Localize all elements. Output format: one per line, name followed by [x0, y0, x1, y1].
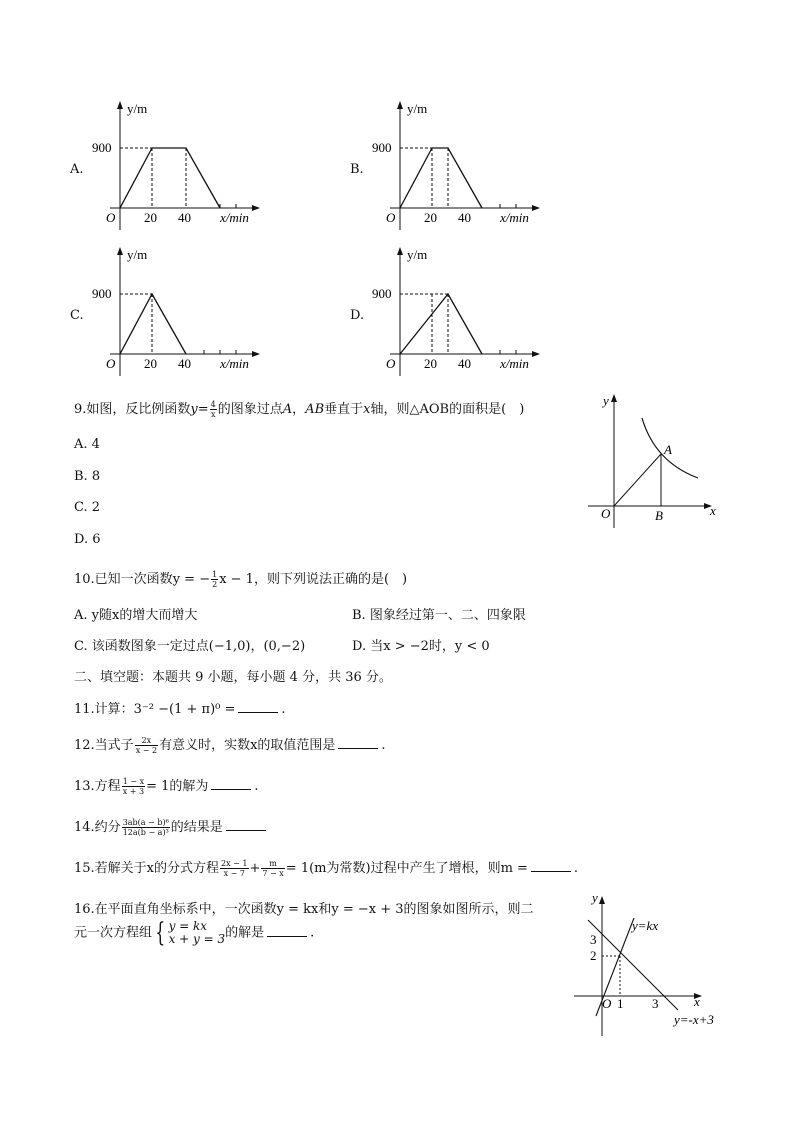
q9-sep: ，: [292, 402, 306, 417]
answer-blank[interactable]: [267, 924, 307, 937]
question-9-stem: [74, 398, 524, 419]
question-13: [74, 775, 259, 796]
question-16-line1: 16.在平面直角坐标系中，一次函数y = kx和y = −x + 3的图象如图所示，则二: [74, 902, 534, 917]
question-11: [74, 698, 286, 717]
q13-text: 13.方程: [74, 779, 121, 794]
q16-figure: [570, 890, 730, 1040]
q10-option-a[interactable]: A. y随x的增大而增大: [74, 608, 198, 623]
answer-blank[interactable]: [338, 736, 378, 749]
tick-label: 3: [590, 932, 597, 947]
q9-figure: [580, 390, 730, 532]
question-10-stem: [74, 568, 407, 589]
question-16-line2: [74, 920, 314, 946]
q10-func: y = −: [172, 572, 211, 587]
q13-end: .: [254, 779, 259, 794]
point-a-label: A: [664, 442, 672, 457]
tick-label: 40: [178, 210, 191, 225]
y-label: y: [603, 393, 609, 408]
q15-plus: +: [249, 861, 261, 876]
option-letter: B.: [350, 162, 364, 177]
graph-a-svg: [70, 98, 270, 233]
option-letter: C.: [70, 308, 84, 323]
q13-text: = 1的解为: [146, 779, 209, 794]
graph-d-svg: [350, 244, 550, 379]
origin-label: O: [386, 356, 396, 371]
q15-end: .: [573, 861, 579, 876]
answer-blank[interactable]: [211, 777, 251, 790]
q11-end: .: [281, 702, 286, 717]
q15-text: 15.若解关于x的分式方程: [74, 861, 220, 876]
x-label: x: [694, 994, 700, 1009]
answer-blank[interactable]: [238, 700, 278, 713]
fraction-denominator: x + 3: [122, 787, 145, 796]
fraction-numerator: 3ab(a − b)⁶: [122, 818, 169, 827]
fraction: [122, 777, 145, 796]
q10-func-tail: x − 1: [219, 572, 254, 587]
origin-label: O: [386, 210, 396, 225]
q10-option-b[interactable]: B. 图象经过第一、二、四象限: [352, 608, 526, 623]
fraction: [135, 736, 158, 755]
y-label: y: [592, 890, 598, 905]
tick-label: 3: [652, 996, 659, 1011]
y-value-label: 900: [372, 286, 392, 301]
fraction: [211, 570, 218, 589]
fraction-denominator: x − 7: [223, 869, 245, 878]
section-heading: 二、填空题：本题共 9 小题，每小题 4 分，共 36 分。: [74, 670, 392, 685]
q16-text: 的解是: [225, 925, 265, 941]
answer-blank[interactable]: [531, 859, 571, 872]
x-axis-label: x/min: [500, 356, 529, 371]
question-12: [74, 734, 386, 755]
y-axis-label: y/m: [127, 247, 148, 262]
q14-text: 14.约分: [74, 820, 121, 835]
question-14: [74, 816, 269, 837]
q9-text: 轴，则: [370, 402, 410, 417]
q12-text: 有意义时，实数x的取值范围是: [159, 738, 336, 753]
answer-blank[interactable]: [226, 818, 266, 831]
graph-b-svg: [350, 98, 550, 233]
fraction-denominator: 7 − x: [262, 869, 284, 878]
fraction: [220, 859, 248, 878]
fraction-numerator: 2x − 1: [221, 859, 248, 868]
tick-label: 20: [144, 356, 157, 371]
tick-label: 20: [424, 356, 437, 371]
x-label: x: [710, 503, 716, 518]
q9-func-y: y: [190, 402, 198, 417]
q9-text: 垂直于: [324, 402, 364, 417]
graph-b: [350, 98, 550, 233]
graph-a: [70, 98, 270, 233]
graph-d: [350, 244, 550, 379]
y-value-label: 900: [372, 140, 392, 155]
equation-2: x + y = 3: [168, 932, 226, 946]
q9-option-a[interactable]: A. 4: [74, 437, 100, 452]
tick-label: 20: [424, 210, 437, 225]
y-axis-label: y/m: [407, 247, 428, 262]
origin-label: O: [106, 356, 116, 371]
fraction-denominator: x: [210, 410, 216, 419]
graph-line: [120, 294, 186, 354]
fraction: [122, 818, 170, 837]
q9-text: 9.如图，反比例函数: [74, 402, 191, 417]
y-value-label: 900: [92, 286, 112, 301]
q9-option-c[interactable]: C. 2: [74, 500, 101, 515]
tick-label: 40: [458, 210, 471, 225]
origin-label: O: [602, 996, 612, 1011]
q10-option-c[interactable]: C. 该函数图象一定过点(−1,0)，(0,−2): [74, 639, 306, 654]
q16-text: 元一次方程组: [74, 925, 153, 941]
graph-line: [120, 148, 220, 208]
graph-line: [400, 148, 482, 208]
origin-label: O: [106, 210, 116, 225]
fraction-numerator: m: [261, 859, 284, 869]
system-brace: {: [155, 918, 166, 948]
tick-label: 40: [178, 356, 191, 371]
x-axis-label: x/min: [500, 210, 529, 225]
q10-text: ，则下列说法正确的是( ): [253, 572, 408, 587]
tick-label: 2: [590, 948, 597, 963]
fraction-numerator: 1: [212, 570, 218, 579]
q16-end: .: [310, 925, 315, 941]
option-letter: D.: [350, 308, 365, 323]
q9-triangle: △AOB: [409, 402, 450, 417]
y-axis-arrow: [117, 101, 123, 109]
segment-oa: [614, 454, 661, 506]
q12-text: 12.当式子: [74, 738, 134, 753]
fraction-denominator: x − 2: [135, 746, 158, 755]
q15-text: = 1(m为常数)过程中产生了增根，则m =: [285, 861, 528, 876]
origin-label: O: [601, 506, 611, 521]
q11-text: 11.计算：3⁻² −(1 + π)⁰ =: [74, 702, 236, 717]
y-axis-label: y/m: [407, 101, 428, 116]
tick-label: 40: [458, 356, 471, 371]
x-axis-label: x/min: [220, 210, 249, 225]
x-axis-label: x/min: [220, 356, 249, 371]
q9-text: 的图象过点: [217, 402, 283, 417]
q9-axis: x: [363, 402, 371, 417]
q12-end: .: [381, 738, 386, 753]
graph-c: [70, 244, 270, 379]
fraction: [210, 400, 217, 419]
fraction-numerator: 1 − x: [122, 777, 145, 786]
equation-1: y = kx: [168, 919, 208, 933]
option-letter: A.: [70, 162, 84, 177]
q10-text: 10.已知一次函数: [74, 572, 173, 587]
x-axis-arrow: [252, 205, 260, 211]
fraction: [261, 859, 284, 878]
equation-system: [169, 920, 226, 946]
graph-line: [400, 294, 482, 354]
fraction-numerator: 2x: [135, 736, 158, 746]
q9-point: A: [282, 402, 293, 417]
q9-eq: =: [197, 402, 209, 417]
q9-segment: AB: [305, 402, 325, 417]
fraction-denominator: 2: [212, 580, 218, 589]
line-label: y=kx: [632, 918, 659, 933]
graph-c-svg: [70, 244, 270, 379]
q9-option-d[interactable]: D. 6: [74, 532, 101, 547]
tick-label: 1: [617, 996, 624, 1011]
point-b-label: B: [655, 508, 663, 523]
q10-option-d[interactable]: D. 当x > −2时，y < 0: [352, 639, 490, 654]
y-axis-label: y/m: [127, 101, 148, 116]
y-value-label: 900: [92, 140, 112, 155]
fraction-numerator: 4: [210, 400, 216, 409]
fraction-denominator: 12a(b − a)³: [122, 828, 169, 837]
line-label: y=-x+3: [674, 1012, 714, 1027]
tick-label: 20: [144, 210, 157, 225]
question-15: [74, 857, 578, 878]
q14-text: 的结果是: [170, 820, 223, 835]
q9-text: 的面积是( ): [449, 402, 525, 417]
q9-option-b[interactable]: B. 8: [74, 469, 101, 484]
